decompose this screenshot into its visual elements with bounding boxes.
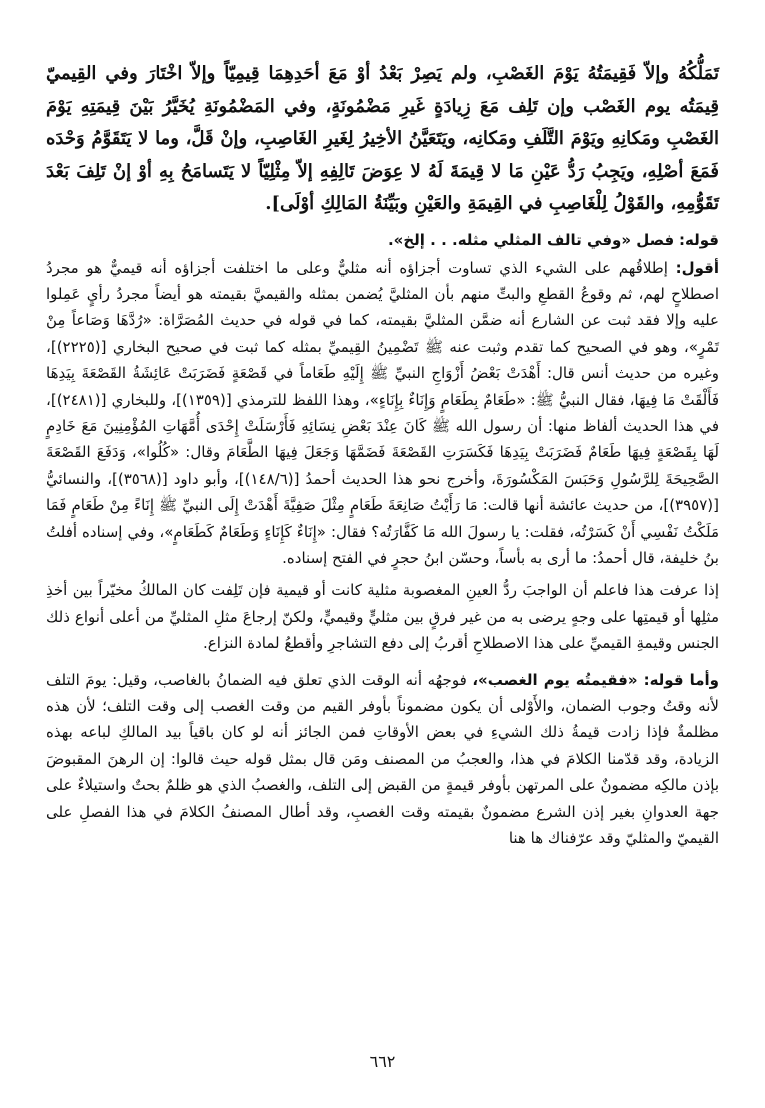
matn-text: تَمَلُّكُهُ وإلاّ فَقِيمَتُهُ يَوْمَ الغَصْبِ، ولم يَصِرْ بَعْدُ أوْ مَعَ أحَدِهِمَا قِيمِيّاً وإلاّ اخْتَارَ وفي القِيميّ قِيمَتُه يوم الغَصْب وإن تَلِف مَعَ زِيادَةٍ غَيرِ مَضْمُونَةٍ، وفي المَضْمُونَةِ يُخَيَّرُ بَيْنَ قِيمَتِهِ يَوْمَ الغَصْبِ ومَكانِهِ ويَوْمَ التَّلَفِ ومَكانِه، ويَتَعَيَّنُ الأخِيرُ لِغَيرِ الغَاصِبِ، وإنْ قَلَّ، وما لا يَتَقَوَّمُ وَحْدَه فَمَعَ أصْلِهِ، ويَجِبُ رَدُّ عَيْنِ مَا لا قِيمَةَ لَهُ لا عِوَضَ تَالِفِهِ إلاّ مِثْلِيّاً لا يَتَسامَحُ بِهِ أوْ إنْ تَلِفَ بَعْدَ تَقَوُّمِهِ، والقَوْلُ لِلْغَاصِبِ في القِيمَةِ والعَيْنِ وبَيِّنَةُ المَالِكِ أوْلَى].	[46, 63, 719, 214]
heading-label: قوله:	[679, 230, 719, 249]
section-heading	[46, 227, 719, 253]
paragraph-lead: وأما قوله: «فقيمتُه يوم الغصب»،	[472, 670, 719, 689]
page-number: ٦٦٢	[369, 1052, 396, 1071]
paragraph-commentary-2	[46, 577, 719, 656]
paragraph-commentary-1	[46, 255, 719, 572]
paragraph-lead: أقول:	[675, 258, 719, 277]
paragraph-text: فوجهُه أنه الوقت الذي تعلق فيه الضمانُ بالغاصب، وقيل: يومَ التلف لأنه وقتُ وجوب الضمان، والأَوْلى أن يكون مضموناً بأوفر القيم من وقت الغصب إلى وقت التلف؛ لأن هذه مظلمةٌ فإذا زادت قيمةُ ذلك الشيءِ في بعض الأوقاتِ فمن الجائز أنه لو كان باقياً بيد المالكِ لباعه بهذه الزيادة، وقد قدّمنا الكلامَ في هذا، والعجبُ من المصنف ومَن قال بمثل قوله حيث قالوا: إن الرهنَ المقبوضَ بإذن مالكِه مضمونٌ على المرتهن بأوفر قيمةٍ من القبض إلى التلف، والغصبُ الذي هو ظلمٌ بحتٌ واستيلاءٌ على جهة العدوانِ بغير إذن الشرع مضمونٌ بقيمته وقت الغصبِ، وقد أطال المصنفُ الكلامَ في هذا الفصلِ على القيميّ والمثليّ وقد عرّفناك ها هنا	[46, 670, 719, 848]
heading-title: فصل «وفي تالف المثلي مثله. . . إلخ».	[387, 230, 675, 249]
paragraph-text: إذا عرفت هذا فاعلم أن الواجبَ ردُّ العينِ المغصوبة مثلية كانت أو قيمية فإن تَلِفت كان المالكُ مخيّراً بين أخذِ مثلِها أو قيمتِها على وجهٍ يرضى به من غير فرقٍ بين مثليٍّ وقيميٍّ، ولكنّ إرجاعَ مثلِ المثليِّ من أعلى أنواع ذلك الجنس وقيمةِ القيميِّ على هذا الاصطلاحِ أقربُ إلى دفع التشاجرِ وأقطعُ لمادة النزاع.	[46, 581, 719, 653]
paragraph-commentary-3	[46, 667, 719, 852]
paragraph-text: إطلاقُهم على الشيء الذي تساوت أجزاؤه أنه مثليٌّ وعلى ما اختلفت أجزاؤه أنه قيميٌّ هو مجردُ اصطلاحٍ لهم، ثم وقوعُ القطعِ والبتِّ منهم بأن المثليَّ يُضمن بمثله والقيميَّ بقيمته هو أيضاً مجردُ رأيٍ عَمِلوا عليه وإلا فقد ثبت عن الشارع أنه ضمَّن المثليَّ بقيمته، كما في قوله في حديث المُصَرَّاة: «رُدَّهَا وَصَاعاً مِنْ تَمْرٍ»، وهو في الصحيح كما تقدم وثبت عنه ﷺ تَضْمِينُ القِيميِّ بمثله كما ثبت في صحيح البخاري [(٢٢٢٥)]، وغيره من حديث أنس قال: أَهْدَتْ بَعْضُ أَزْوَاجِ النبيِّ ﷺ إِلَيْهِ طَعَاماً في قَصْعَةٍ فَضَرَبَتْ عَائِشَةُ القَصْعَةَ بِيَدِهَا فَأَلْقَتْ مَا فِيهَا، فقال النبيُّ ﷺ: «طَعَامٌ بِطَعَامٍ وَإِنَاءٌ بِإِنَاءٍ»، وهذا اللفظ للترمذي [(١٣٥٩)]، وللبخاري [(٢٤٨١)]، في هذا الحديث ألفاظ منها: أن رسول الله ﷺ كَانَ عِنْدَ بَعْضِ نِسَائِهِ فَأَرْسَلَتْ إِحْدَى أُمَّهَاتِ المُؤْمِنِينَ مَعَ خَادِمٍ لَهَا بِقَصْعَةٍ فِيهَا طَعَامٌ فَضَرَبَتْ بِيَدِهَا فَكَسَرَتِ القَصْعَةَ فَضَمَّهَا وَجَعَلَ فِيهَا الطَّعَامَ وقال: «كُلُوا»، وَدَفَعَ القَصْعَةَ الصَّحِيحَةَ لِلرَّسُولِ وَحَبَسَ المَكْسُورَةَ، وأخرج نحو هذا الحديث أحمدُ [(١٤٨/٦)]، وأبو داود [(٣٥٦٨)]، والنسائيُّ [(٣٩٥٧)]، من حديث عائشة أنها قالت: مَا رَأَيْتُ صَانِعَةَ طَعَامٍ مِثْلَ صَفِيَّةَ أَهْدَتْ إِلَى النبيِّ ﷺ إِنَاءً مِنْ طَعَامٍ فَمَا مَلَكْتُ نَفْسِي أَنْ كَسَرْتُه، فقلت: يا رسولَ الله مَا كَفَّارَتُه؟ فقال: «إِنَاءٌ كَإِنَاءٍ وَطَعَامٌ كَطَعَامٍ»، وفي إسناده أفلتُ بنُ خليفة، قال أحمدُ: ما أرى به بأساً، وحسّن ابنُ حجرٍ في الفتح إسناده.	[46, 258, 719, 567]
